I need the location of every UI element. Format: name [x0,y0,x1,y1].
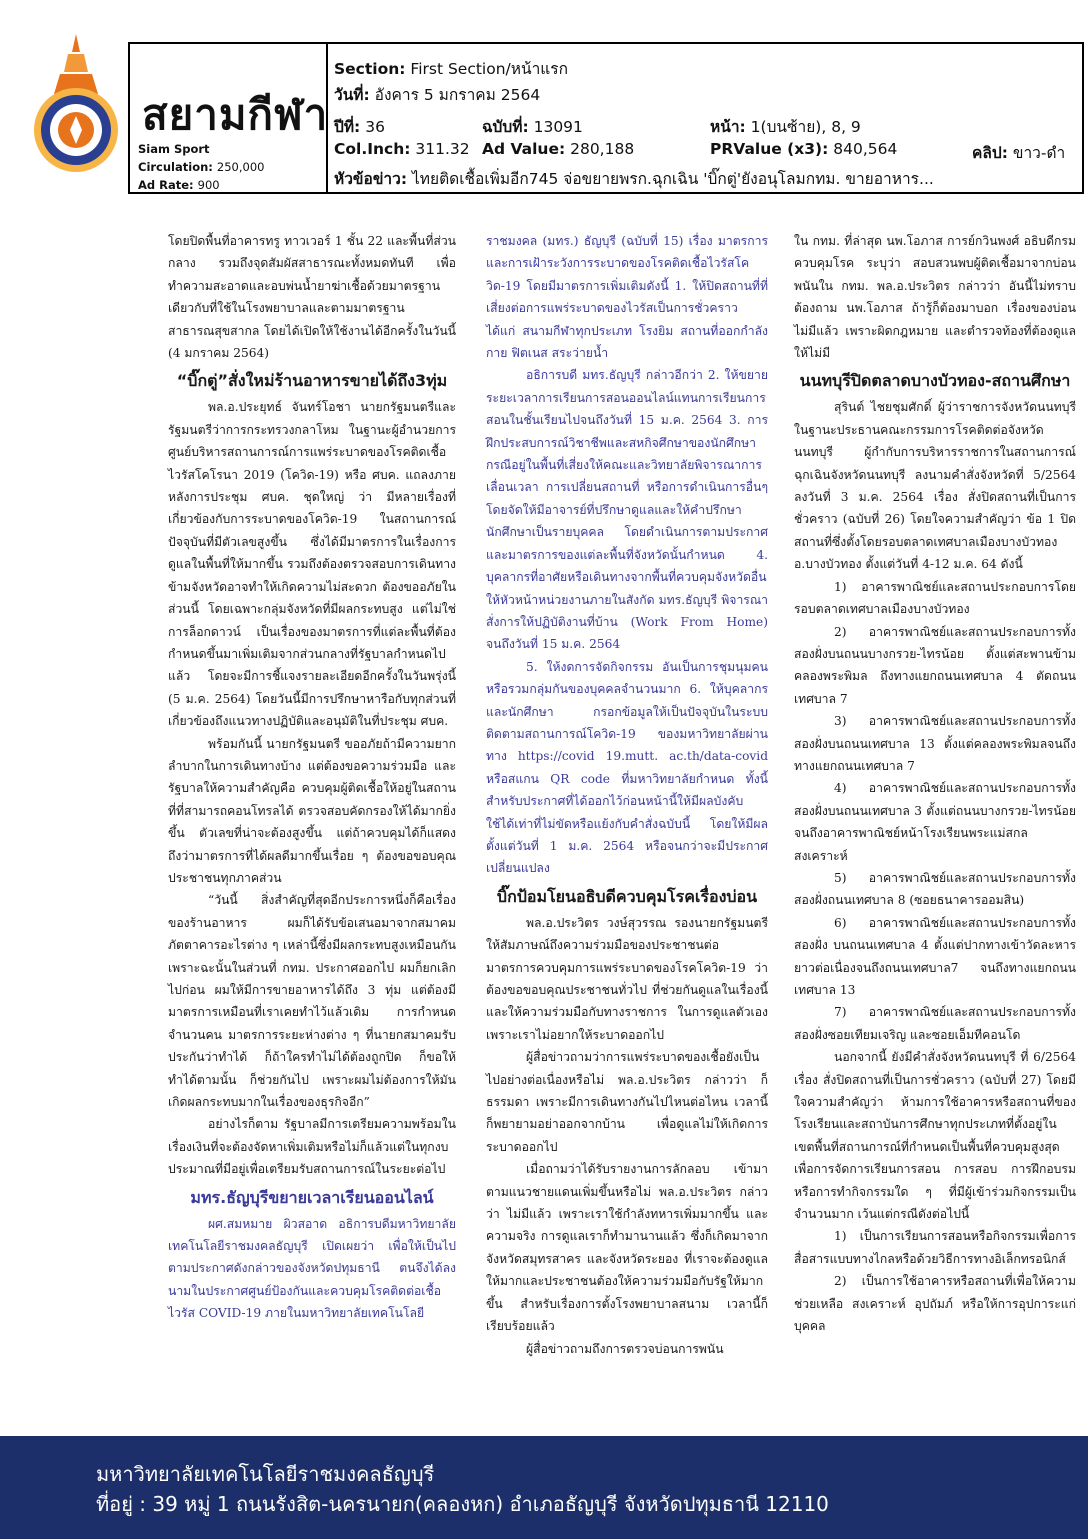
advalue-field: Ad Value: 280,188 [482,140,635,158]
paragraph: ผู้สื่อข่าวถามถึงการตรวจบ่อนการพนัน [526,1341,724,1356]
clip-field: คลิป: ขาว-ดำ [972,144,1066,162]
date-row: วันที่: อังคาร 5 มกราคม 2564 [334,86,541,104]
issue-field: ฉบับที่: 13091 [482,118,583,136]
article-column-3 [794,230,1076,1338]
article-column-1 [168,230,456,1325]
paragraph: ผู้สื่อข่าวถามว่าการแพร่ระบาดของเชื้อยังเป็นไปอย่างต่อเนื่องหรือไม่ พล.อ.ประวิตร กล่าวว่า ก็ธรรมดา เพราะมีการเดินทางกันไปไหนต่อไหน เวลานี้ก็พยายามอย่าออกจากบ้าน เพื่อดูแลไม่ให้เกิดการระบาดออกไป [486,1050,768,1154]
paragraph: พล.อ.ประยุทธ์ จันทร์โอชา นายกรัฐมนตรีและรัฐมนตรีว่าการกระทรวงกลาโหม ในฐานะผู้อำนวยการศูนย์บริหารสถานการณ์การแพร่ระบาดของโรคติดเชื้อไวรัสโคโรนา 2019 (โควิด-19) หรือ ศบค. แถลงภายหลังการประชุม ศบค. ชุดใหญ่ ว่า มีหลายเรื่องที่เกี่ยวข้องกับการระบาดของโควิด-19 ในสถานการณ์ปัจจุบันที่มีตัวเลขสูงขึ้น ซึ่งได้มีมาตรการในเรื่องการดูแลในพื้นที่ให้มากขึ้น รวมถึงต้องตรวจสอบการเดินทางข้ามจังหวัดอาจทำให้เกิดความไม่สะดวก ต้องขออภัยในส่วนนี้ โดยเฉพาะกลุ่มจังหวัดที่มีผลกระทบสูง แต่ไม่ใช่การล็อกดาวน์ เป็นเรื่องของมาตรการที่แต่ละพื้นที่ต้องกำหนดขึ้นมาเพิ่มเติมจากส่วนกลางที่รัฐบาลกำหนดไปแล้ว โดยจะมีการชี้แจงรายละเอียดอีกครั้งในวันพรุ่งนี้ (5 ม.ค. 2564) โดยวันนี้มีการปรึกษาหารือกับทุกส่วนที่เกี่ยวข้องถึงแนวทางปฏิบัติและอนุมัติในที่ประชุม ศบค. [168,400,456,729]
article-column-2 [486,230,768,1360]
university-emblem-icon [30,32,122,182]
paragraph: 2) อาคารพาณิชย์และสถานประกอบการทั้งสองฝั่งบนถนนบางกรวย-ไทรน้อย ตั้งแต่สะพานข้ามคลองพระพิมล ถึงทางแยกถนนเทศบาล 4 ตัดถนนเทศบาล 7 [794,624,1076,706]
paragraph: เมื่อถามว่าได้รับรายงานการลักลอบ เข้ามาตามแนวชายแดนเพิ่มขึ้นหรือไม่ พล.อ.ประวิตร กล่าวว่า ไม่มีแล้ว เพราะเราใช้กำลังทหารเพิ่มมากขึ้น และความจริง การดูแลเราก็ทำมานานแล้ว ซึ่งก็เกิดมาจากจังหวัดสมุทรสาคร และจังหวัดระยอง ที่เราจะต้องดูแลให้มากและประชาชนต้องให้ความร่วมมือกับรัฐให้มากขึ้น สำหรับเรื่องการตั้งโรงพยาบาลสนาม เวลานี้ก็เรียบร้อยแล้ว [486,1162,768,1334]
paragraph: โดยปิดพื้นที่อาคารทรู ทาวเวอร์ 1 ชั้น 22 และพื้นที่ส่วนกลาง รวมถึงจุดสัมผัสสาธารณะทั้งหมดทันที เพื่อทำความสะอาดและอบพ่นน้ำยาฆ่าเชื้อด้วยมาตรฐานเดียวกับที่ใช้ในโรงพยาบาลและตามมาตรฐานสาธารณสุขสากล โดยได้เปิดให้ใช้งานได้อีกครั้งในวันนี้ (4 มกราคม 2564) [168,234,456,361]
paragraph: 2) เป็นการใช้อาคารหรือสถานที่เพื่อให้ความช่วยเหลือ สงเคราะห์ อุปถัมภ์ หรือให้การอุปการะแก่บุคคล [794,1274,1076,1334]
footer-address: ที่อยู่ : 39 หมู่ 1 ถนนรังสิต-นครนายก(คลองหก) อำเภอธัญบุรี จังหวัดปทุมธานี 12110 [96,1492,829,1516]
paragraph: สุรินต์ ไชยชุมศักดิ์ ผู้ว่าราชการจังหวัดนนทบุรี ในฐานะประธานคณะกรรมการโรคติดต่อจังหวัดนนทบุรี ผู้กำกับการบริหารราชการในสถานการณ์ฉุกเฉินจังหวัดนนทบุรี ลงนามคำสั่งจังหวัดที่ 5/2564 ลงวันที่ 3 ม.ค. 2564 เรื่อง สั่งปิดสถานที่เป็นการชั่วคราว (ฉบับที่ 26) โดยใจความสำคัญว่า ข้อ 1 ปิดสถานที่ซึ่งตั้งโดยรอบตลาดเทศบาลเมืองบางบัวทอง อ.บางบัวทอง ตั้งแต่วันที่ 4-12 ม.ค. 64 ดังนี้ [794,400,1076,572]
paragraph: พร้อมกันนี้ นายกรัฐมนตรี ขออภัยถ้ามีความยากลำบากในการเดินทางบ้าง แต่ต้องขอความร่วมมือ และรัฐบาลให้ความสำคัญคือ ควบคุมผู้ติดเชื้อให้อยู่ในสถานที่ที่สามารถคอนโทรลได้ ตรวจสอบคัดกรองให้ได้มากยิ่งขึ้น ตัวเลขที่น่าจะต้องสูงขึ้น แต่ถ้าควบคุมได้ก็แสดงถึงว่ามาตรการที่ได้ผลดีมากขึ้นเรื่อย ๆ ต้องขอขอบคุณประชาชนทุกภาคส่วน [168,736,456,885]
paragraph: 1) อาคารพาณิชย์และสถานประกอบการโดยรอบตลาดเทศบาลเมืองบางบัวทอง [794,579,1076,617]
paragraph: 6) อาคารพาณิชย์และสถานประกอบการทั้งสองฝั่ง บนถนนเทศบาล 4 ตั้งแต่ปากทางเข้าวัดละหาร ยาวต่อเนื่องจนถึงถนนเทศบาล7 จนถึงทางแยกถนนเทศบาล 13 [794,915,1076,997]
headline-row: หัวข้อข่าว: ไทยติดเชื้อเพิ่มอีก745 จ่อขยายพรก.ฉุกเฉิน 'บิ๊กตู่'ยังอนุโลมกทม. ขายอาหาร... [334,170,934,188]
publication-name: สยามกีฬา [142,90,329,139]
paragraph: นอกจากนี้ ยังมีคำสั่งจังหวัดนนทบุรี ที่ 6/2564 เรื่อง สั่งปิดสถานที่เป็นการชั่วคราว (ฉบับที่ 27) โดยมีใจความสำคัญว่า ห้ามการใช้อาคารหรือสถานที่ของโรงเรียนและสถาบันการศึกษาทุกประเภทที่ตั้งอยู่ในเขตพื้นที่สถานการณ์ที่กำหนดเป็นพื้นที่ควบคุมสูงสุด เพื่อการจัดการเรียนการสอน การสอบ การฝึกอบรม หรือการทำกิจกรรมใด ๆ ที่มีผู้เข้าร่วมกิจกรรมเป็นจำนวนมาก เว้นแต่กรณีดังต่อไปนี้ [794,1050,1076,1222]
paragraph: พล.อ.ประวิตร วงษ์สุวรรณ รองนายกรัฐมนตรี ให้สัมภาษณ์ถึงความร่วมมือของประชาชนต่อมาตรการควบคุมการแพร่ระบาดของโรคโควิด-19 ว่า ต้องขอขอบคุณประชาชนทั่วไป ที่ช่วยกันดูแลในเรื่องนี้และให้ความร่วมมือกับทางราชการ ในการดูแลตัวเอง เพราะเราไม่อยากให้ระบาดออกไป [486,915,768,1042]
footer-bar [0,1436,1088,1539]
paragraph: 3) อาคารพาณิชย์และสถานประกอบการทั้งสองฝั่งบนถนนเทศบาล 13 ตั้งแต่คลองพระพิมลจนถึงทางแยกถนนเทศบาล 7 [794,714,1076,773]
paragraph: 5. ให้งดการจัดกิจกรรม อันเป็นการชุมนุมคนหรือรวมกลุ่มกันของบุคคลจำนวนมาก 6. ให้บุคลากรและนักศึกษา กรอกข้อมูลให้เป็นปัจจุบันในระบบติดตามสถานการณ์โควิด-19 ของมหาวิทยาลัยผ่านทาง https://covid 19.mutt. ac.th/data-covid หรือสแกน QR code ที่มหาวิทยาลัยกำหนด ทั้งนี้สำหรับประกาศที่ได้ออกไว้ก่อนหน้านี้ให้มีผลบังคับใช้ได้เท่าที่ไม่ขัดหรือแย้งกับคำสั่งฉบับนี้ โดยให้มีผลตั้งแต่วันที่ 1 ม.ค. 2564 หรือจนกว่าจะมีประกาศเปลี่ยนแปลง [486,659,768,876]
paragraph: ผศ.สมหมาย ผิวสอาด อธิการบดีมหาวิทยาลัยเทคโนโลยีราชมงคลธัญบุรี เปิดเผยว่า เพื่อให้เป็นไปตามประกาศดังกล่าวของจังหวัดปทุมธานี ตนจึงได้ลงนามในประกาศศูนย์ป้องกันและควบคุมโรคติดต่อเชื้อไวรัส COVID-19 ภายในมหาวิทยาลัยเทคโนโลยี [168,1216,456,1321]
paragraph: 7) อาคารพาณิชย์และสถานประกอบการทั้งสองฝั่งซอยเทียมเจริญ และซอยเอ็มทีคอนโด [794,1005,1076,1042]
paragraph: อธิการบดี มทร.ธัญบุรี กล่าวอีกว่า 2. ให้ขยายระยะเวลาการเรียนการสอนออนไลน์แทนการเรียนการสอนในชั้นเรียนไปจนถึงวันที่ 15 ม.ค. 2564 3. การฝึกประสบการณ์วิชาชีพและสหกิจศึกษาของนักศึกษา กรณีอยู่ในพื้นที่เสี่ยงให้คณะและวิทยาลัยพิจารณาการเลื่อนเวลา การเปลี่ยนสถานที่ หรือการดำเนินการอื่นๆ โดยจัดให้มีอาจารย์ที่ปรึกษาดูแลและให้คำปรึกษานักศึกษาเป็นรายบุคคล โดยดำเนินการตามประกาศและมาตรการของแต่ละพื้นที่จังหวัดนั้นกำหนด 4. บุคลากรที่อาศัยหรือเดินทางจากพื้นที่ควบคุมจังหวัดอื่น ให้หัวหน้าหน่วยงานภายในสังกัด มทร.ธัญบุรี พิจารณาสั่งการให้ปฏิบัติงานที่บ้าน (Work From Home) จนถึงวันที่ 15 ม.ค. 2564 [486,368,768,652]
clipping-header [0,0,1088,198]
paragraph: อย่างไรก็ตาม รัฐบาลมีการเตรียมความพร้อมในเรื่องเงินที่จะต้องจัดหาเพิ่มเติมหรือไม่ก็แล้วแต่ในทุกงบประมาณที่มีอยู่เพื่อเตรียมรับสถานการณ์ในระยะต่อไป [168,1117,456,1177]
section-row: Section: First Section/หน้าแรก [334,60,568,78]
page-field: หน้า: 1(บนซ้าย), 8, 9 [710,118,861,136]
subheading: มทร.ธัญบุรีขยายเวลาเรียนออนไลน์ [190,1187,434,1207]
footer-institution: มหาวิทยาลัยเทคโนโลยีราชมงคลธัญบุรี [96,1462,435,1486]
paragraph: 1) เป็นการเรียนการสอนหรือกิจกรรมเพื่อการสื่อสารแบบทางไกลหรือด้วยวิธีการทางอิเล็กทรอนิกส์ [794,1229,1076,1266]
publication-label: Siam Sport [138,142,210,156]
paragraph: ใน กทม. ที่ล่าสุด นพ.โอภาส การย์กวินพงศ์ อธิบดีกรมควบคุมโรค ระบุว่า สอบสวนพบผู้ติดเชื้อมาจากบ่อนพนันใน กทม. พล.อ.ประวิตร กล่าวว่า อันนี้ไม่ทราบต้องถาม นพ.โอภาส ถ้ารู้ก็ต้องมาบอก เรื่องของบ่อนไม่มีแล้ว เพราะผิดกฎหมาย และตำรวจท้องที่ต้องดูแลให้ไม่มี [794,234,1076,361]
paragraph: “วันนี้ สิ่งสำคัญที่สุดอีกประการหนึ่งก็คือเรื่องของร้านอาหาร ผมก็ได้รับข้อเสนอมาจากสมาคม ภัตตาคารอะไรต่าง ๆ เหล่านี้ซึ่งมีผลกระทบสูงเหมือนกัน เพราะฉะนั้นในส่วนที่ กทม. ประกาศออกไป ผมก็ยกเลิกไปก่อน ผมให้มีการขายอาหารได้ถึง 3 ทุ่ม แต่ต้องมีมาตรการเหมือนที่เราเคยทำไว้แล้วเดิม การกำหนดจำนวนคน มาตรการระยะห่างต่าง ๆ ที่นายกสมาคมรับประกันว่าทำได้ ก็ถ้าใครทำไม่ได้ต้องถูกปิด ก็ขอให้ทำได้ตามนั้น ก็ช่วยกันไป เพราะผมไม่ต้องการให้มันเกิดผลกระทบมากในเรื่องของธุรกิจอีก” [168,893,456,1110]
paragraph: 4) อาคารพาณิชย์และสถานประกอบการทั้งสองฝั่งบนถนนเทศบาล 3 ตั้งแต่ถนนบางกรวย-ไทรน้อย จนถึงอาคารพาณิชย์หน้าโรงเรียนพระแม่สกลสงเคราะห์ [794,781,1076,863]
paragraph: 5) อาคารพาณิชย์และสถานประกอบการทั้งสองฝั่งถนนเทศบาล 8 (ซอยธนาคารออมสิน) [794,870,1076,908]
circulation: Circulation: 250,000 [138,160,265,174]
year-field: ปีที่: 36 [334,118,385,136]
paragraph: ราชมงคล (มทร.) ธัญบุรี (ฉบับที่ 15) เรื่อง มาตรการและการเฝ้าระวังการระบาดของโรคติดเชื้อไวรัสโควิด-19 โดยมีมาตรการเพิ่มเติมดังนี้ 1. ให้ปิดสถานที่ที่เสี่ยงต่อการแพร่ระบาดของไวรัสเป็นการชั่วคราว ได้แก่ สนามกีฬาทุกประเภท โรงยิม สถานที่ออกกำลังกาย ฟิตเนส สระว่ายน้ำ [486,234,768,361]
subheading: นนทบุรีปิดตลาดบางบัวทอง-สถานศึกษา [799,371,1071,391]
ad-rate: Ad Rate: 900 [138,178,220,192]
subheading: “บิ๊กตู่”สั่งใหม่ร้านอาหารขายได้ถึง3ทุ่ม [176,371,448,391]
prvalue-field: PRValue (x3): 840,564 [710,140,898,158]
clipping-info-box [128,42,1084,194]
colinch-field: Col.Inch: 311.32 [334,140,470,158]
subheading: บิ๊กป้อมโยนอธิบดีควบคุมโรคเรื่องบ่อน [496,886,758,906]
